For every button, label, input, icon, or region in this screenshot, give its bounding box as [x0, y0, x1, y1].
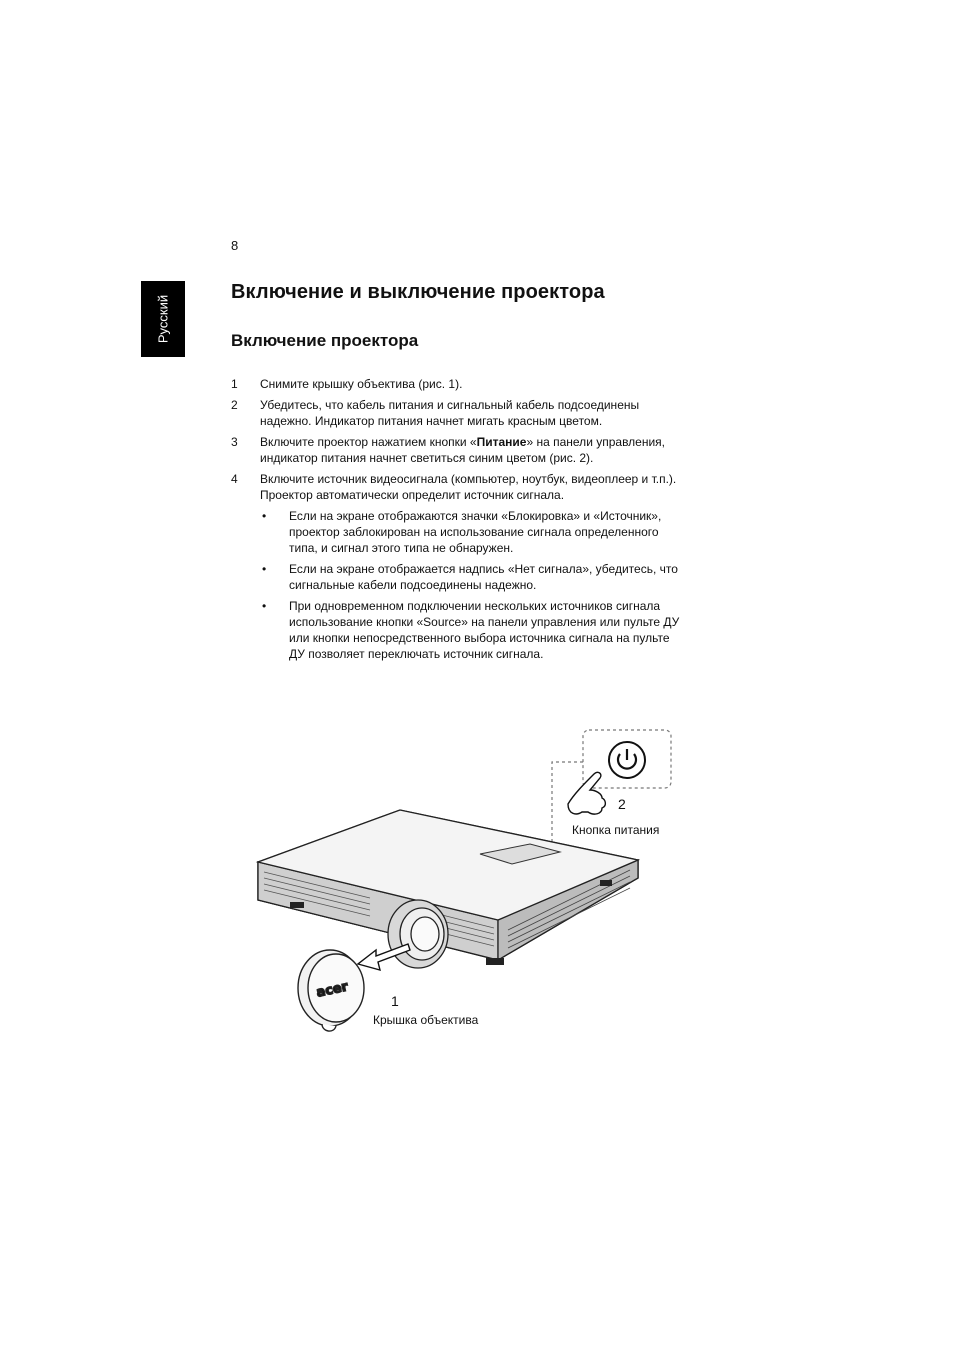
step-text-line: надежно. Индикатор питания начнет мигать красным цветом. — [260, 414, 603, 428]
language-side-tab-label: Русский — [155, 294, 171, 344]
callout-1-label: Крышка объектива — [373, 1013, 479, 1027]
bullet-text-line: типа, и сигнал этого типа не обнаружен. — [289, 541, 514, 555]
bullet-symbol: • — [262, 562, 267, 576]
step-text-post: » на панели управления, — [526, 435, 666, 449]
bullet-text-line: ДУ позволяет переключать источник сигнала. — [289, 647, 544, 661]
bullet-symbol: • — [262, 509, 267, 523]
step-text-line: Проектор автоматически определит источник сигнала. — [260, 488, 565, 502]
callout-2-number: 2 — [618, 796, 626, 812]
step-number: 3 — [231, 435, 238, 449]
projector-lens — [388, 900, 448, 968]
projector-illustration — [250, 720, 690, 1050]
bullet-symbol: • — [262, 599, 267, 613]
bullet-text-line: сигнальные кабели подсоединены надежно. — [289, 578, 537, 592]
step-number: 2 — [231, 398, 238, 412]
callout-2-label: Кнопка питания — [572, 823, 660, 837]
callout-1-number: 1 — [391, 993, 399, 1009]
bullet-text-line: При одновременном подключении нескольких источников сигнала — [289, 599, 661, 613]
step-item — [231, 397, 721, 429]
projector-figure — [250, 720, 690, 1050]
step-number: 4 — [231, 472, 238, 486]
step-text-pre: Включите проектор нажатием кнопки « — [260, 435, 477, 449]
bullet-item — [260, 561, 721, 593]
bullet-item — [260, 598, 721, 662]
page-number: 8 — [231, 238, 239, 253]
bullet-text-line: проектор заблокирован на использование сигнала определенного — [289, 525, 659, 539]
hand-icon — [568, 772, 605, 814]
step-item — [231, 471, 721, 662]
lens-cap-illustration — [298, 950, 364, 1031]
step-text-line: индикатор питания начнет светиться синим цветом (рис. 2). — [260, 451, 594, 465]
page-title: Включение и выключение проектора — [231, 281, 605, 303]
acer-logo-text: acer — [315, 979, 350, 1001]
step-number: 1 — [231, 377, 238, 391]
step-text: Снимите крышку объектива (рис. 1). — [260, 377, 463, 391]
step-text-line: Включите источник видеосигнала (компьютер, ноутбук, видеоплеер и т.п.). — [260, 472, 677, 486]
power-icon — [609, 742, 645, 778]
bullet-item — [260, 508, 721, 556]
bullet-text-line: использование кнопки «Source» на панели управления или пульте ДУ — [289, 615, 680, 629]
step-text-line — [260, 434, 721, 450]
section-title: Включение проектора — [231, 331, 419, 350]
bullet-text-line: или кнопки непосредственного выбора источника сигнала на пульте — [289, 631, 670, 645]
step-text-line: Убедитесь, что кабель питания и сигнальный кабель подсоединены — [260, 398, 640, 412]
bullet-text-line: Если на экране отображаются значки «Блокировка» и «Источник», — [289, 509, 662, 523]
steps-list — [231, 376, 721, 667]
language-side-tab — [141, 281, 185, 357]
power-button-name: Питание — [476, 435, 527, 449]
bullet-list — [260, 508, 721, 662]
step-item — [231, 376, 721, 392]
bullet-text-line: Если на экране отображается надпись «Нет сигнала», убедитесь, что — [289, 562, 678, 576]
step-item — [231, 434, 721, 466]
